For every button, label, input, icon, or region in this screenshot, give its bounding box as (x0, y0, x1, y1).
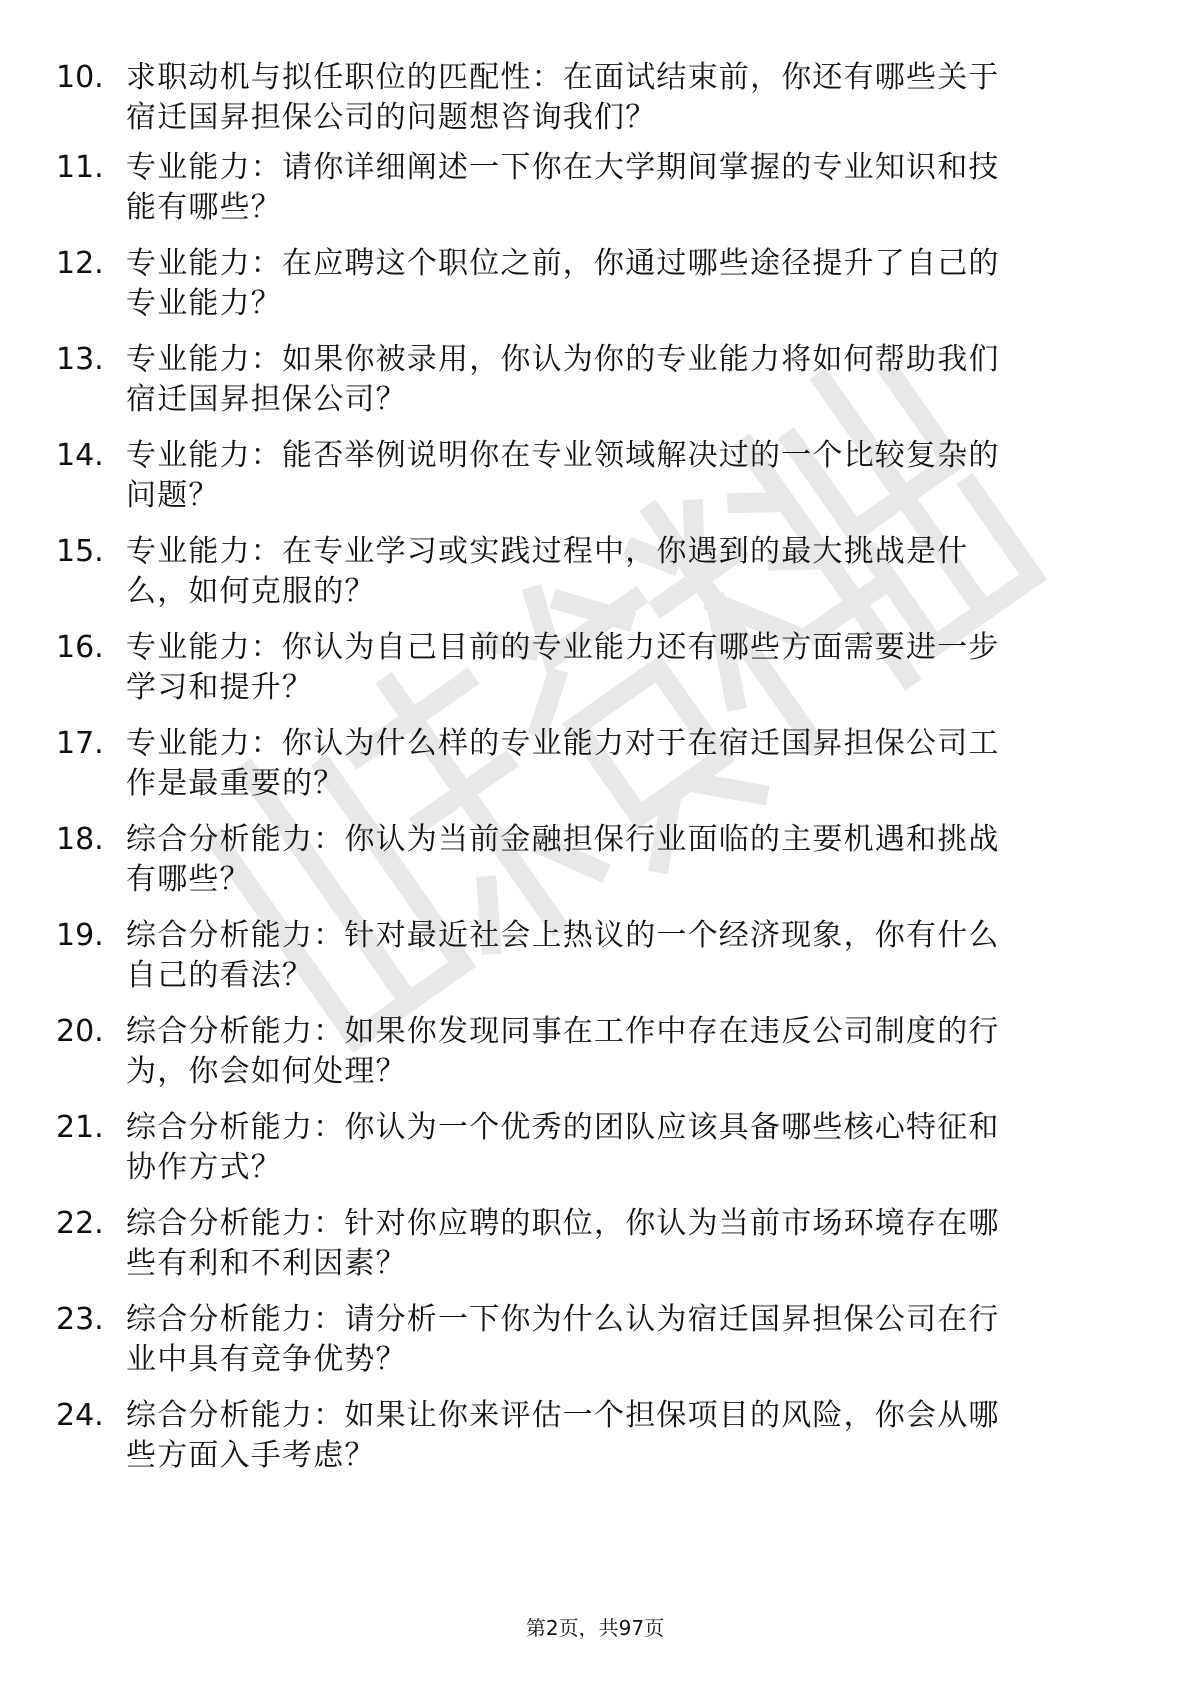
question-text: 综合分析能力：针对最近社会上热议的一个经济现象，你有什么 自己的看法？ (126, 918, 1000, 993)
list-item (0, 1204, 1190, 1300)
list-item (0, 916, 1190, 1012)
question-number: 21. (56, 1110, 104, 1145)
list-item (0, 1300, 1190, 1396)
question-number: 16. (56, 630, 104, 665)
question-number: 12. (56, 246, 104, 281)
question-text: 专业能力：能否举例说明你在专业领域解决过的一个比较复杂的 问题？ (126, 438, 1000, 513)
question-number: 11. (56, 150, 104, 185)
question-text: 综合分析能力：针对你应聘的职位，你认为当前市场环境存在哪 些有利和不利因素？ (126, 1206, 1000, 1281)
page-number: 第2页，共97页 (525, 1616, 665, 1640)
question-text: 综合分析能力：请分析一下你为什么认为宿迁国昇担保公司在行 业中具有竞争优势？ (126, 1302, 1000, 1377)
question-number: 17. (56, 726, 104, 761)
question-number: 10. (56, 60, 104, 95)
list-item (0, 340, 1190, 436)
question-number: 18. (56, 822, 104, 857)
question-number: 22. (56, 1206, 104, 1241)
question-number: 20. (56, 1014, 104, 1049)
question-number: 23. (56, 1302, 104, 1337)
list-item (0, 244, 1190, 340)
list-item (0, 628, 1190, 724)
question-number: 15. (56, 534, 104, 569)
question-text: 综合分析能力：如果你发现同事在工作中存在违反公司制度的行 为，你会如何处理？ (126, 1014, 1000, 1089)
question-number: 19. (56, 918, 104, 953)
question-number: 13. (56, 342, 104, 377)
question-text: 专业能力：在应聘这个职位之前，你通过哪些途径提升了自己的 专业能力？ (126, 246, 1000, 321)
question-text: 专业能力：你认为自己目前的专业能力还有哪些方面需要进一步 学习和提升？ (126, 630, 1000, 705)
list-item (0, 724, 1190, 820)
list-item (0, 148, 1190, 244)
question-number: 24. (56, 1398, 104, 1433)
question-text: 专业能力：请你详细阐述一下你在大学期间掌握的专业知识和技 能有哪些？ (126, 150, 1000, 225)
question-text: 求职动机与拟任职位的匹配性：在面试结束前，你还有哪些关于 宿迁国昇担保公司的问题想咨询我们？ (126, 60, 1000, 135)
question-text: 综合分析能力：你认为当前金融担保行业面临的主要机遇和挑战 有哪些？ (126, 822, 1000, 897)
question-text: 专业能力：你认为什么样的专业能力对于在宿迁国昇担保公司工 作是最重要的？ (126, 726, 1000, 801)
list-item (0, 1396, 1190, 1492)
list-item (0, 58, 1190, 154)
list-item (0, 1012, 1190, 1108)
question-text: 综合分析能力：如果让你来评估一个担保项目的风险，你会从哪 些方面入手考虑？ (126, 1398, 1000, 1473)
question-text: 专业能力：如果你被录用，你认为你的专业能力将如何帮助我们 宿迁国昇担保公司？ (126, 342, 1000, 417)
question-number: 14. (56, 438, 104, 473)
question-text: 专业能力：在专业学习或实践过程中，你遇到的最大挑战是什 么，如何克服的？ (126, 534, 969, 609)
question-text: 综合分析能力：你认为一个优秀的团队应该具备哪些核心特征和 协作方式？ (126, 1110, 1000, 1185)
list-item (0, 436, 1190, 532)
list-item (0, 1108, 1190, 1204)
list-item (0, 820, 1190, 916)
list-item (0, 532, 1190, 628)
